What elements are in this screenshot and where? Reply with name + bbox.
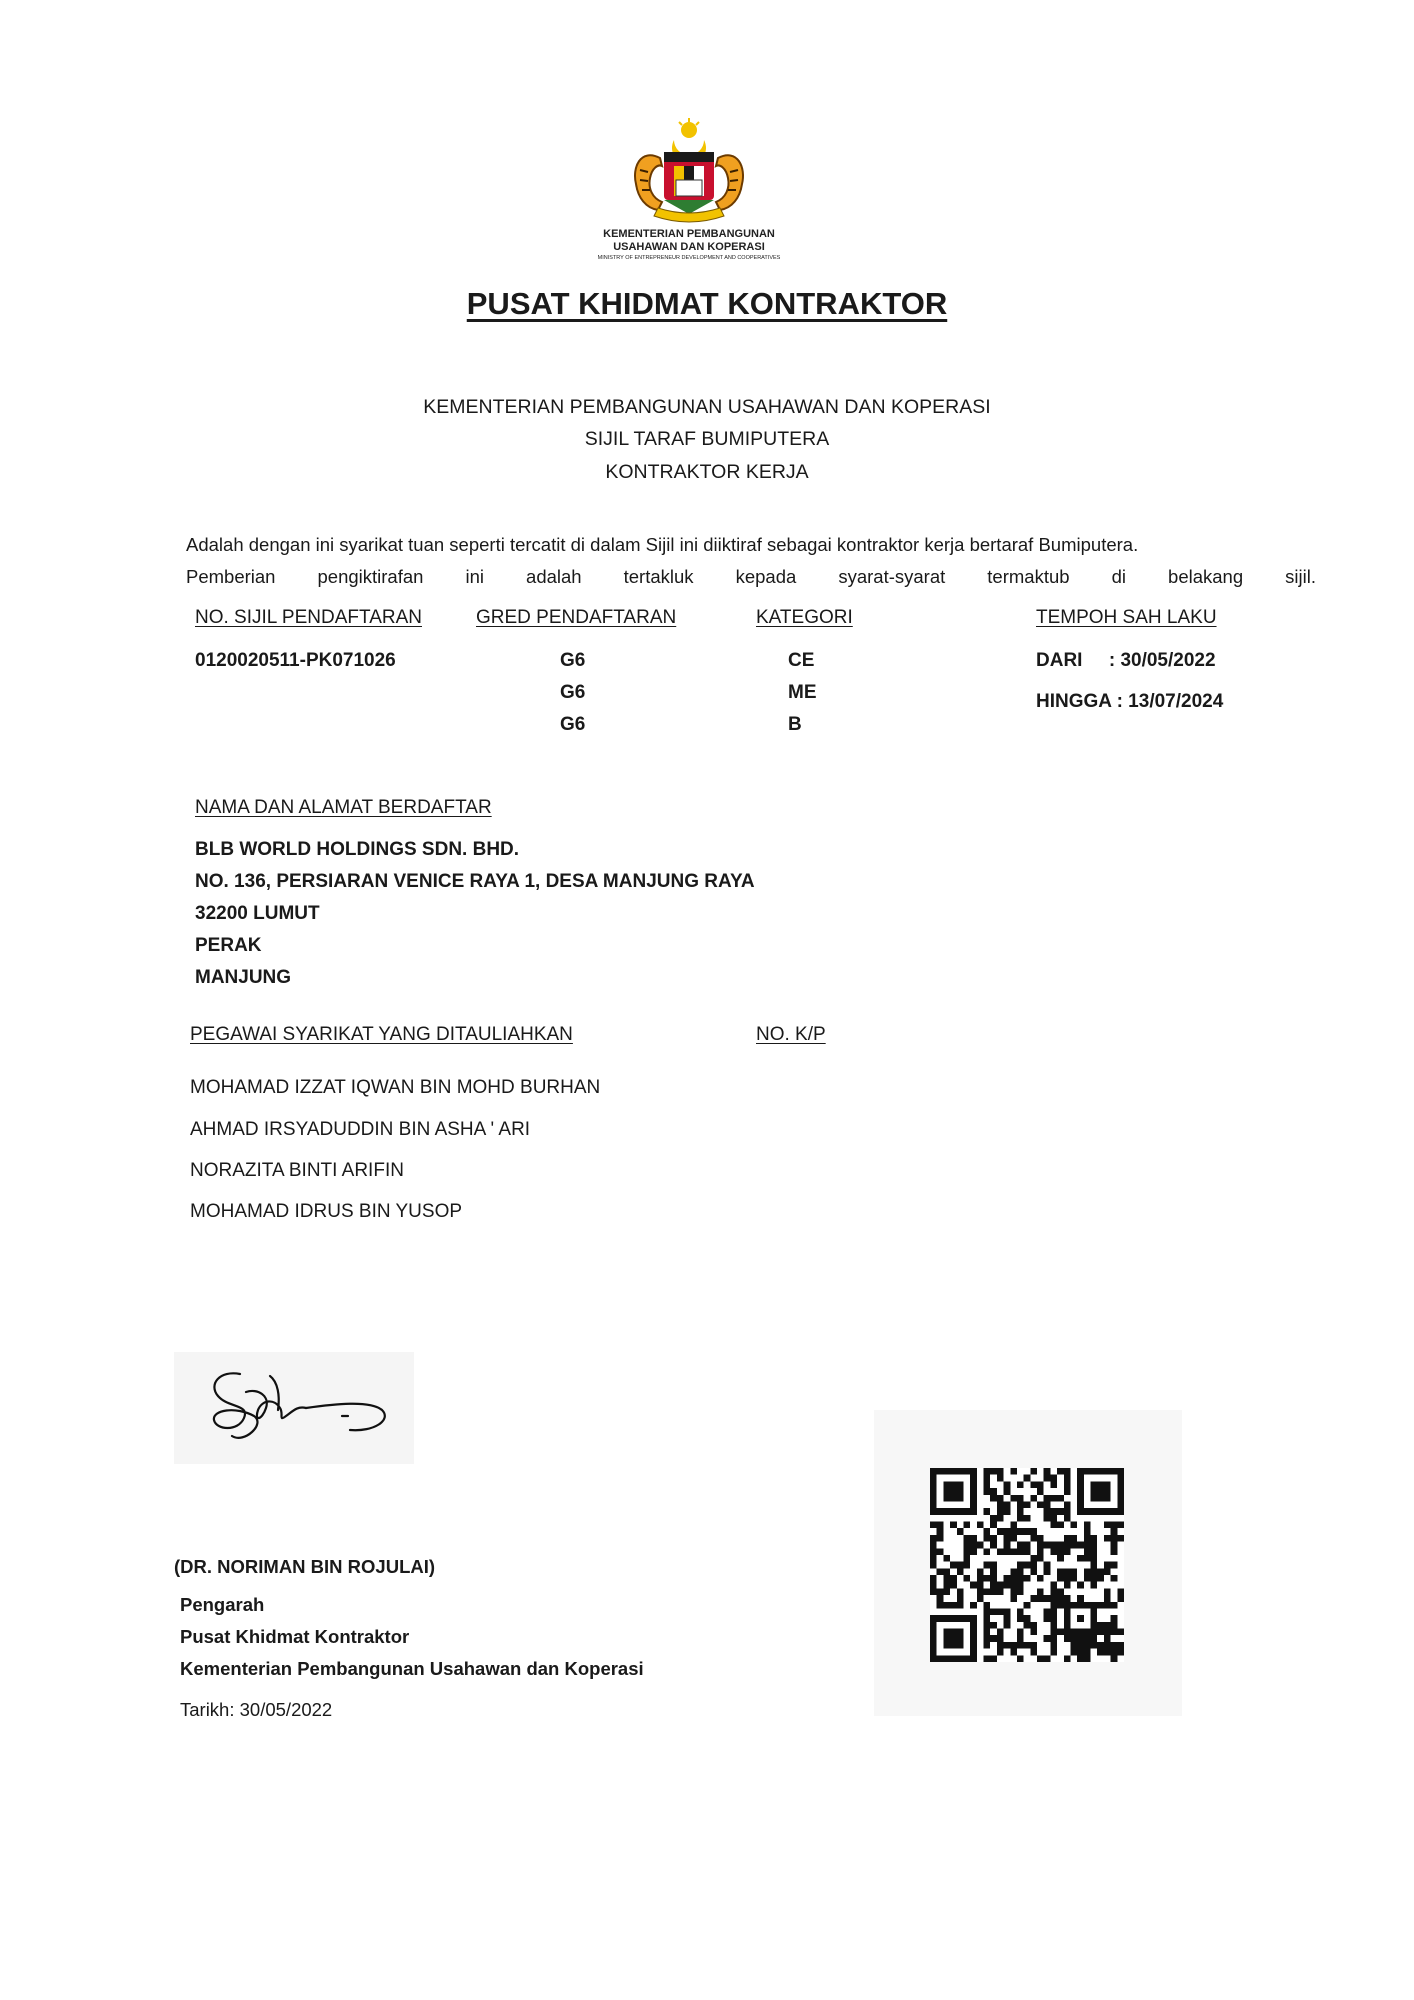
header-gred: GRED PENDAFTARAN [476,607,677,628]
logo-line-1: KEMENTERIAN PEMBANGUNAN [603,228,775,240]
category-value: ME [788,682,817,703]
header-ic-number: NO. K/P [756,1024,826,1045]
grade-value: G6 [560,650,586,671]
grade-value: G6 [560,682,586,703]
address-line: PERAK [195,935,262,956]
address-line: 32200 LUMUT [195,903,320,924]
officer-name: MOHAMAD IDRUS BIN YUSOP [190,1201,463,1222]
header-no-sijil: NO. SIJIL PENDAFTARAN [195,607,422,628]
category-value: B [788,714,802,735]
intro-line-2: Pemberian pengiktirafan ini adalah tertakluk kepada syarat-syarat termaktub di belakang sijil. [186,566,1316,587]
address-line: NO. 136, PERSIARAN VENICE RAYA 1, DESA MANJUNG RAYA [195,871,755,892]
qr-code-panel [874,1410,1182,1716]
header-tempoh: TEMPOH SAH LAKU [1036,607,1217,628]
issue-date: Tarikh: 30/05/2022 [180,1699,333,1720]
page-title: PUSAT KHIDMAT KONTRAKTOR [466,286,948,321]
valid-until: HINGGA : 13/07/2024 [1036,691,1224,712]
subtitle-contractor-type: KONTRAKTOR KERJA [605,461,809,483]
logo-line-2: USAHAWAN DAN KOPERASI [613,241,765,253]
logo-line-3: MINISTRY OF ENTREPRENEUR DEVELOPMENT AND COOPERATIVES [597,255,781,261]
header-kategori: KATEGORI [756,607,853,628]
signature-icon [174,1352,414,1464]
coat-of-arms-icon [562,118,816,228]
signatory-position: Pengarah [180,1594,265,1615]
intro-line-1: Adalah dengan ini syarikat tuan seperti tercatit di dalam Sijil ini diiktiraf sebagai kontraktor kerja bertaraf Bumiputera. [186,534,1139,555]
officer-name: NORAZITA BINTI ARIFIN [190,1160,404,1181]
subtitle-certificate: SIJIL TARAF BUMIPUTERA [584,428,830,450]
ministry-logo [562,118,816,264]
company-name: BLB WORLD HOLDINGS SDN. BHD. [195,839,520,860]
signatory-name: (DR. NORIMAN BIN ROJULAI) [174,1556,436,1577]
header-address: NAMA DAN ALAMAT BERDAFTAR [195,797,492,818]
grade-value: G6 [560,714,586,735]
signatory-department: Pusat Khidmat Kontraktor [180,1626,410,1647]
header-officers: PEGAWAI SYARIKAT YANG DITAULIAHKAN [190,1024,573,1045]
valid-from: DARI : 30/05/2022 [1036,650,1216,671]
subtitle-ministry: KEMENTERIAN PEMBANGUNAN USAHAWAN DAN KOPERASI [423,396,991,418]
signatory-ministry: Kementerian Pembangunan Usahawan dan Koperasi [180,1658,644,1679]
qr-code-icon [930,1468,1124,1662]
address-line: MANJUNG [195,967,292,988]
officer-name: MOHAMAD IZZAT IQWAN BIN MOHD BURHAN [190,1077,601,1098]
registration-number: 0120020511-PK071026 [195,650,396,671]
officer-name: AHMAD IRSYADUDDIN BIN ASHA ' ARI [190,1119,531,1140]
category-value: CE [788,650,815,671]
